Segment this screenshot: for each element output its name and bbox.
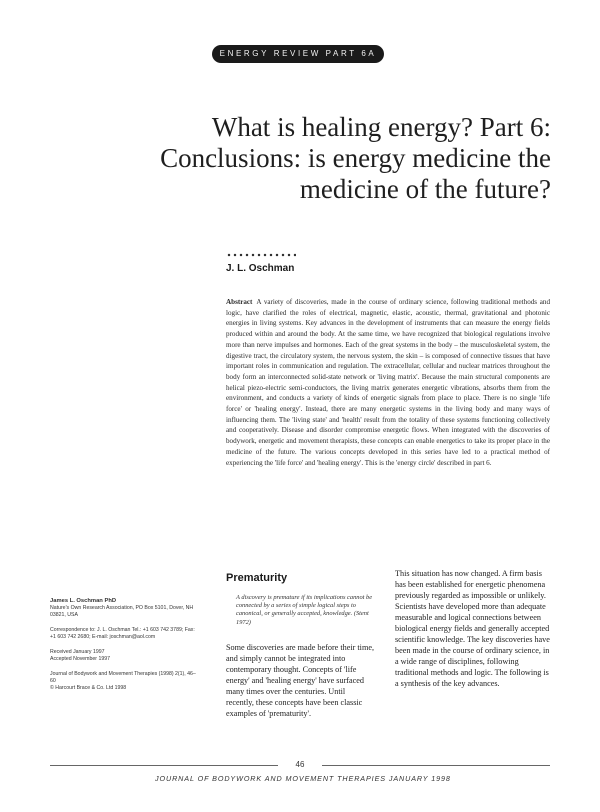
journal-footer: JOURNAL OF BODYWORK AND MOVEMENT THERAPIES JANUARY 1998 (155, 774, 451, 783)
author-rule-dots (226, 253, 296, 257)
author-name: J. L. Oschman (226, 263, 295, 274)
series-banner: ENERGY REVIEW PART 6A (212, 45, 384, 63)
journal-reference: Journal of Bodywork and Movement Therapies (1998) 2(1), 46–60 (50, 671, 196, 684)
abstract (226, 297, 550, 468)
footer-rule-left (50, 765, 278, 766)
epigraph-quote: A discovery is premature if its implications cannot be connected by a series of simple logical steps to canonical, or generally accepted, knowledge. (Stent 1972) (236, 594, 373, 626)
affiliation-correspondence: Correspondence to: J. L. Oschman Tel.: +1 603 742 3789; Fax: +1 603 742 2680; E-mail: joschman@aol.com (50, 627, 195, 640)
body-paragraph-left: Some discoveries are made before their time, and simply cannot be integrated into contemporary thought. Concepts of 'life energy' and 'healing energy' have surfaced many times over the centuries. Until recently, these concepts have been classic examples of 'prematurity'. (226, 643, 374, 718)
body-paragraph-right: This situation has now changed. A firm basis has been established for energetic phenomena previously regarded as impossible or unlikely. Scientists have developed more than adequate measurable and logical connections between biological energy fields and generally accepted scientific knowledge. The key discoveries have been made in the course of ordinary science, in a wide range of disciplines, following traditional methods and logic. The following is a synthesis of the key advances. (395, 569, 550, 688)
footer-rule-right (322, 765, 550, 766)
author-affiliation (50, 598, 200, 692)
affiliation-name: James L. Oschman PhD (50, 598, 117, 604)
received-date: Received January 1997 (50, 649, 105, 655)
accepted-date: Accepted November 1997 (50, 656, 110, 662)
page-number: 46 (295, 760, 305, 769)
copyright-notice: © Harcourt Brace & Co. Ltd 1998 (50, 685, 127, 691)
article-title: What is healing energy? Part 6: Conclusions: is energy medicine the medicine of the future? (160, 112, 551, 204)
section-heading: Prematurity (226, 572, 288, 584)
affiliation-institution: Nature's Own Research Association, PO Box 5101, Dover, NH 03821, USA (50, 605, 194, 618)
abstract-text: A variety of discoveries, made in the course of ordinary science, following traditional methods and logic, have clarified the roles of electrical, magnetic, elastic, acoustic, thermal, gravitational and photonic energies in living systems. Key advances in the development of instruments that can measure the energy fields produced within and around the body. At the same time, we have recognized that biological regulations involve more than nerve impulses and hormones. Each of the great systems in the body – the musculoskeletal system, the digestive tract, the circulatory system, the nervous system, the skin – is composed of connective tissues that have important roles in communication and regulation. The extracellular, cellular and nuclear matrices throughout the body form an interconnected solid-state network or 'living matrix'. Because the main structural components are helical piezo-electric semi-conductors, the living matrix generates energetic vibrations, absorbs them from the environment, and conducts a variety of kinds of energetic signals from place to place. There is no single 'life force' or 'healing energy'. Instead, there are many energetic systems in the living body and many ways of influencing them. The 'living state' and 'health' result from the totality of these systems functioning collectively and cooperatively. Disease and disorder compromise energetic flows. When integrated with the discoveries of bodywork, energetic and movement therapists, these concepts can enable energetics to take its proper place in the medicine of the future. The various concepts developed in this series have led to a practical method of experiencing the 'life force' and 'healing energy'. This is the 'energy circle' described in part 6. (226, 298, 550, 467)
footer-ornament (50, 761, 550, 771)
abstract-label: Abstract (226, 298, 253, 306)
